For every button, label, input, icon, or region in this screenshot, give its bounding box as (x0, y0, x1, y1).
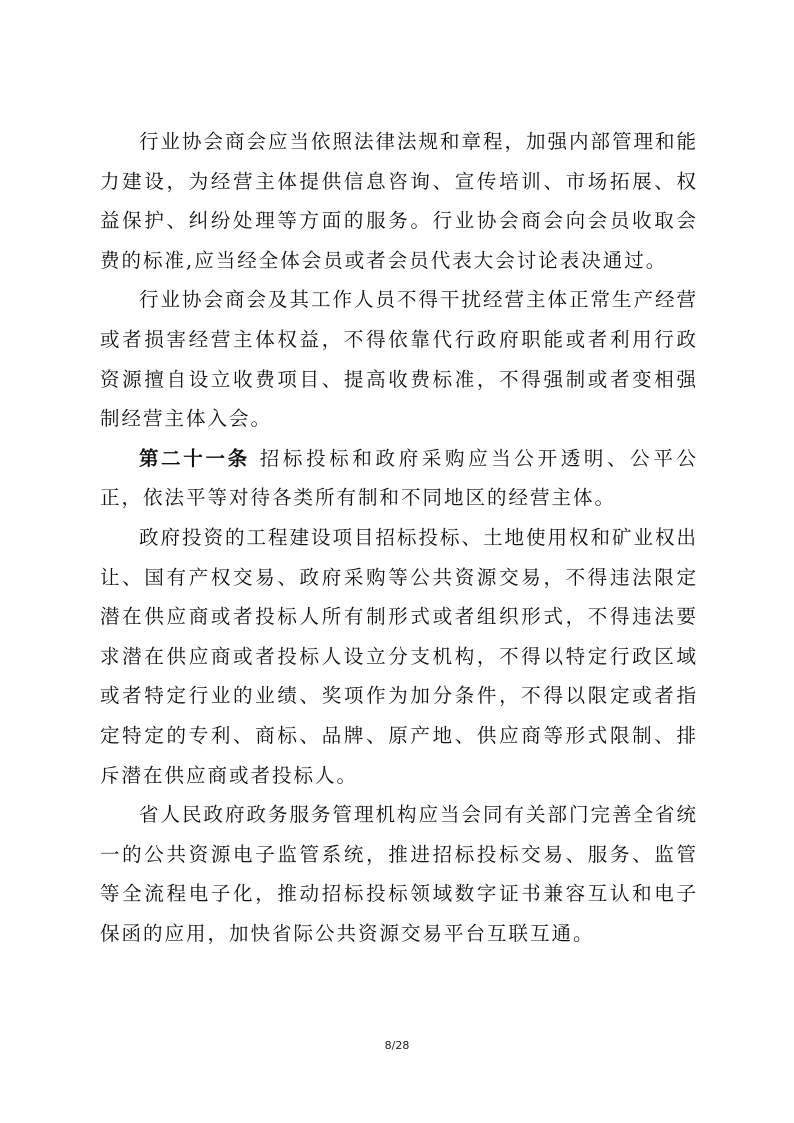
page-number: 8/28 (384, 1039, 410, 1052)
article-number: 第二十一条 (139, 446, 250, 470)
article-text: 招标投标和政府采购应当公开透明、公平公正，依法平等对待各类所有制和不同地区的经营主体。 (100, 446, 698, 510)
article-21 (100, 439, 698, 518)
paragraph-association-services: 行业协会商会应当依照法律法规和章程，加强内部管理和能力建设，为经营主体提供信息咨询、宣传培训、市场拓展、权益保护、纠纷处理等方面的服务。行业协会商会向会员收取会费的标准,应当经全体会员或者会员代表大会讨论表决通过。 (100, 130, 699, 272)
paragraph-electronic-supervision: 省人民政府政务服务管理机构应当会同有关部门完善全省统一的公共资源电子监管系统，推进招标投标交易、服务、监管等全流程电子化，推动招标投标领域数字证书兼容互认和电子保函的应用，加快省际公共资源交易平台互联互通。 (100, 803, 699, 945)
paragraph-public-resource-trading: 政府投资的工程建设项目招标投标、土地使用权和矿业权出让、国有产权交易、政府采购等公共资源交易，不得违法限定潜在供应商或者投标人所有制形式或者组织形式，不得违法要求潜在供应商或者投标人设立分支机构，不得以特定行政区域或者特定行业的业绩、奖项作为加分条件，不得以限定或者指定特定的专利、商标、品牌、原产地、供应商等形式限制、排斥潜在供应商或者投标人。 (100, 525, 699, 787)
paragraph-association-restrictions: 行业协会商会及其工作人员不得干扰经营主体正常生产经营或者损害经营主体权益，不得依靠代行政府职能或者利用行政资源擅自设立收费项目、提高收费标准，不得强制或者变相强制经营主体入会。 (100, 288, 699, 431)
document-body (100, 122, 698, 953)
